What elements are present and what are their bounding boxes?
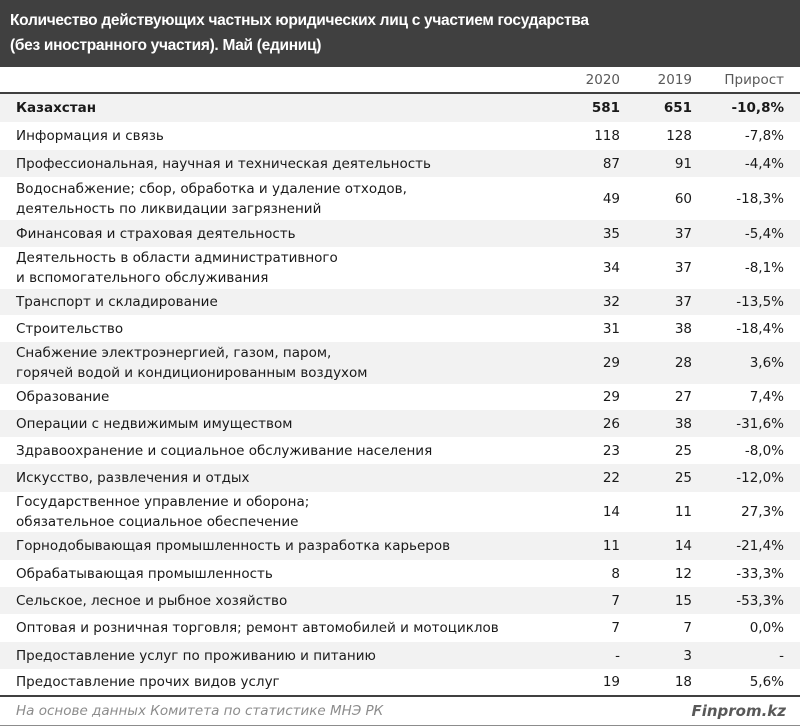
- table-row: [0, 587, 800, 614]
- value-2019: 37: [674, 294, 692, 310]
- row-label: [0, 248, 516, 288]
- value-growth: 5,6%: [749, 674, 784, 690]
- value-growth: -8,1%: [744, 260, 784, 276]
- table-row: [0, 669, 800, 695]
- value-growth: -7,8%: [744, 128, 784, 144]
- table-row: [0, 560, 800, 587]
- value-2020: 31: [602, 320, 620, 337]
- row-label-line: Профессиональная, научная и техническая деятельность: [16, 155, 431, 172]
- table-row: [0, 177, 800, 220]
- table-row: [0, 122, 800, 150]
- value-2020: 49: [602, 190, 620, 207]
- column-header-2019: 2019: [657, 71, 692, 88]
- value-2019: 91: [674, 155, 692, 172]
- table-row: [0, 642, 800, 669]
- row-label: [0, 414, 516, 434]
- value-2020: 29: [602, 389, 620, 405]
- value-growth: 0,0%: [749, 620, 784, 636]
- row-label-line: Образование: [16, 389, 110, 405]
- table-row: [0, 342, 800, 384]
- row-label: [0, 591, 516, 611]
- value-2020: 29: [602, 355, 620, 371]
- row-label-line: Транспорт и складирование: [16, 294, 218, 310]
- row-label-line: и вспомогательного обслуживания: [16, 270, 269, 286]
- value-2019: 25: [674, 470, 692, 486]
- row-label-line: обязательное социальное обеспечение: [16, 514, 299, 530]
- row-label: [0, 179, 516, 219]
- row-label-line: Снабжение электроэнергией, газом, паром,: [16, 345, 332, 361]
- column-header-growth: Прирост: [724, 71, 784, 88]
- value-2020: 87: [602, 155, 620, 172]
- row-label: [0, 536, 516, 556]
- row-label: [0, 319, 516, 339]
- value-2020: 8: [611, 565, 620, 582]
- value-growth: -4,4%: [744, 155, 784, 172]
- row-label: [0, 387, 516, 407]
- row-label: [0, 343, 516, 383]
- row-label-line: Здравоохранение и социальное обслуживание населения: [16, 442, 433, 459]
- row-label: [0, 292, 516, 312]
- row-label-line: Оптовая и розничная торговля; ремонт автомобилей и мотоциклов: [16, 620, 499, 636]
- table-row: [0, 464, 800, 492]
- table-row: [0, 384, 800, 410]
- row-label-line: Искусство, развлечения и отдых: [16, 470, 250, 486]
- value-2019: 14: [674, 538, 692, 554]
- row-label: [0, 126, 516, 146]
- table-row: [0, 437, 800, 464]
- value-2019: 27: [674, 389, 692, 405]
- value-2019: 11: [674, 504, 692, 520]
- value-2019: 37: [674, 260, 692, 276]
- value-2019: 37: [674, 225, 692, 242]
- source-note: На основе данных Комитета по статистике МНЭ РК: [16, 703, 384, 719]
- value-2020: 581: [591, 100, 620, 116]
- value-2019: 25: [674, 442, 692, 459]
- value-2020: 11: [602, 538, 620, 554]
- row-label-line: деятельность по ликвидации загрязнений: [16, 200, 322, 217]
- table-row: [0, 315, 800, 342]
- value-growth: -8,0%: [744, 442, 784, 459]
- table-row: [0, 289, 800, 315]
- table-row: [0, 492, 800, 532]
- table-row: [0, 410, 800, 437]
- row-label-line: горячей водой и кондиционированным воздухом: [16, 365, 368, 381]
- row-label: [0, 224, 516, 244]
- value-growth: 27,3%: [741, 504, 784, 520]
- value-2020: 32: [602, 294, 620, 310]
- value-2019: 28: [674, 355, 692, 371]
- row-label-line: Государственное управление и оборона;: [16, 494, 310, 510]
- table-row: [0, 94, 800, 122]
- column-header-row: [0, 67, 800, 94]
- brand-logo: Finprom.kz: [691, 702, 786, 720]
- value-2019: 7: [683, 620, 692, 636]
- value-2020: 19: [602, 674, 620, 690]
- value-growth: -12,0%: [736, 470, 784, 486]
- table-row: [0, 150, 800, 177]
- value-growth: -53,3%: [736, 592, 784, 609]
- row-label-line: Водоснабжение; сбор, обработка и удаление отходов,: [16, 180, 407, 197]
- value-growth: -: [779, 647, 784, 664]
- value-growth: -31,6%: [736, 415, 784, 432]
- row-label-line: Предоставление прочих видов услуг: [16, 674, 280, 690]
- value-growth: 3,6%: [749, 355, 784, 371]
- row-label-line: Операции с недвижимым имуществом: [16, 415, 293, 432]
- value-2020: 34: [602, 260, 620, 276]
- row-label: [0, 492, 516, 532]
- row-label-line: Деятельность в области административного: [16, 250, 338, 266]
- value-growth: -21,4%: [736, 538, 784, 554]
- value-growth: -18,3%: [736, 190, 784, 207]
- value-growth: -13,5%: [736, 294, 784, 310]
- row-label: [0, 618, 516, 638]
- row-label: [0, 468, 516, 488]
- value-2019: 128: [666, 128, 692, 144]
- table-row: [0, 614, 800, 642]
- column-header-2020: 2020: [585, 71, 620, 88]
- table-title: [0, 0, 800, 67]
- value-growth: 7,4%: [749, 389, 784, 405]
- value-growth: -18,4%: [736, 320, 784, 337]
- value-2019: 18: [674, 674, 692, 690]
- value-2020: 7: [611, 592, 620, 609]
- value-2020: 35: [602, 225, 620, 242]
- value-2020: 14: [602, 504, 620, 520]
- value-2020: 22: [602, 470, 620, 486]
- value-2020: -: [615, 647, 620, 664]
- row-label: [0, 98, 516, 118]
- value-2019: 15: [674, 592, 692, 609]
- value-2020: 7: [611, 620, 620, 636]
- table-body: [0, 94, 800, 695]
- title-line-2: (без иностранного участия). Май (единиц): [10, 37, 322, 54]
- value-growth: -5,4%: [744, 225, 784, 242]
- value-2019: 38: [674, 320, 692, 337]
- value-2020: 26: [602, 415, 620, 432]
- row-label: [0, 441, 516, 461]
- row-label-line: Строительство: [16, 320, 124, 337]
- value-2020: 23: [602, 442, 620, 459]
- row-label-line: Обрабатывающая промышленность: [16, 565, 273, 582]
- row-label-line: Казахстан: [16, 100, 97, 116]
- value-growth: -33,3%: [736, 565, 784, 582]
- value-2019: 38: [674, 415, 692, 432]
- row-label: [0, 154, 516, 174]
- row-label-line: Горнодобывающая промышленность и разработка карьеров: [16, 538, 451, 554]
- value-2019: 651: [663, 100, 692, 116]
- value-2019: 60: [674, 190, 692, 207]
- row-label-line: Финансовая и страховая деятельность: [16, 225, 296, 242]
- value-2019: 12: [674, 565, 692, 582]
- row-label: [0, 646, 516, 666]
- value-2019: 3: [683, 647, 692, 664]
- row-label-line: Сельское, лесное и рыбное хозяйство: [16, 592, 288, 609]
- table-row: [0, 220, 800, 247]
- title-line-1: Количество действующих частных юридических лиц с участием государства: [10, 12, 589, 29]
- row-label: [0, 672, 516, 692]
- row-label-line: Предоставление услуг по проживанию и питанию: [16, 647, 376, 664]
- value-growth: -10,8%: [731, 100, 784, 116]
- table-row: [0, 247, 800, 289]
- value-2020: 118: [594, 128, 620, 144]
- row-label-line: Информация и связь: [16, 128, 164, 144]
- row-label: [0, 564, 516, 584]
- table-row: [0, 532, 800, 560]
- table-footer: [0, 695, 800, 726]
